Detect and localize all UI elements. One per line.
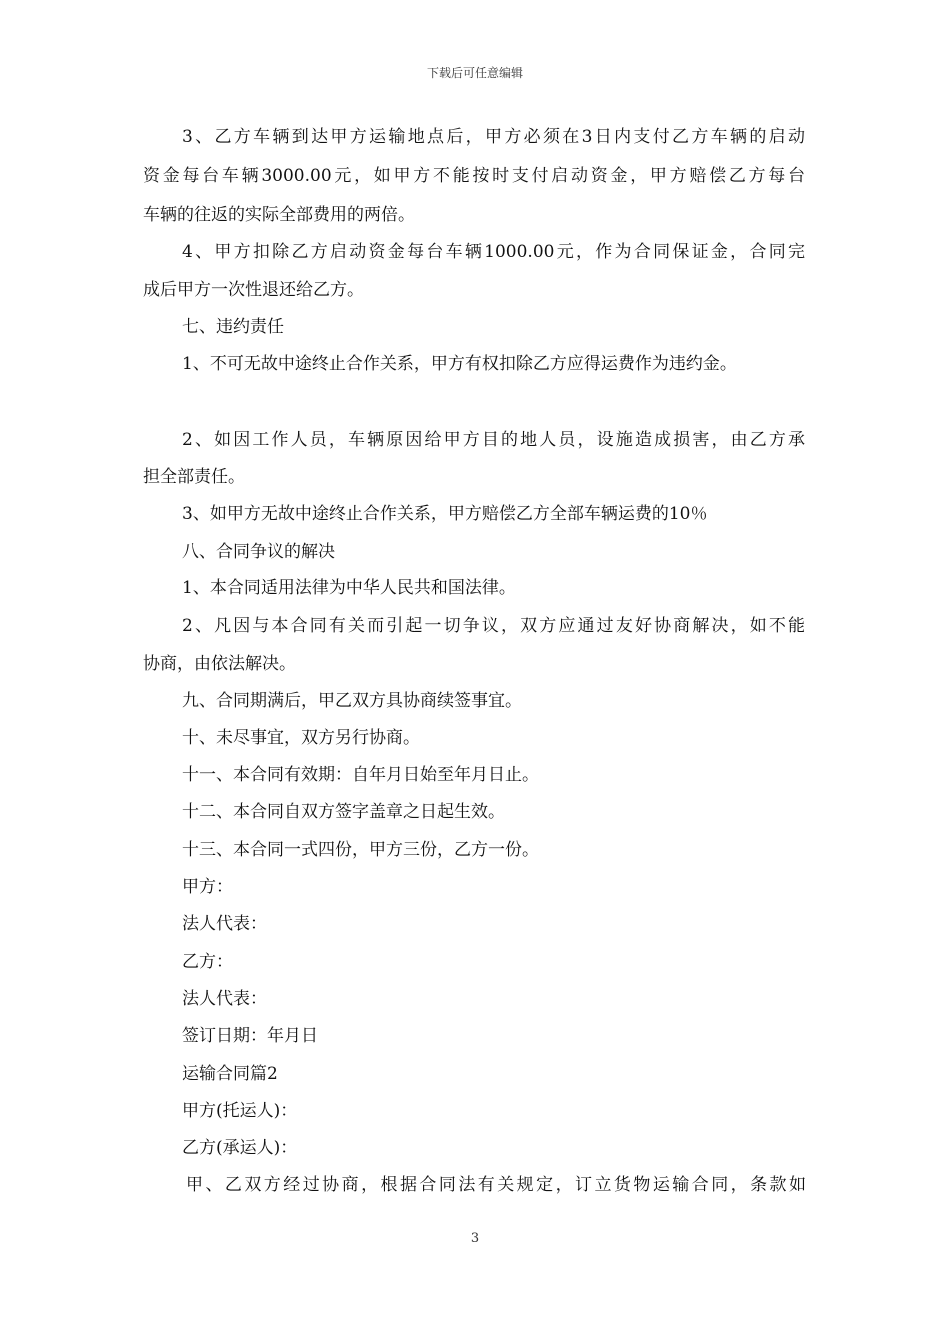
party-field: 甲方(托运人)： <box>182 1101 298 1121</box>
paragraph-line: 成后甲方一次性退还给乙方。 <box>143 280 364 300</box>
paragraph-line: 3、如甲方无故中途终止合作关系，甲方赔偿乙方全部车辆运费的10％ <box>182 504 708 524</box>
signature-field: 甲方： <box>182 877 233 897</box>
date-field: 签订日期：年月日 <box>182 1026 318 1046</box>
paragraph-line: 3、乙方车辆到达甲方运输地点后，甲方必须在3日内支付乙方车辆的启动 <box>182 127 805 147</box>
section-heading: 七、违约责任 <box>182 317 284 337</box>
page-number: 3 <box>470 1231 480 1246</box>
paragraph-line: 担全部责任。 <box>143 467 245 487</box>
paragraph-line: 十三、本合同一式四份，甲方三份，乙方一份。 <box>182 840 539 860</box>
paragraph-line: 协商，由依法解决。 <box>143 654 296 674</box>
paragraph-line: 2、如因工作人员，车辆原因给甲方目的地人员，设施造成损害，由乙方承 <box>182 430 805 450</box>
section-heading: 八、合同争议的解决 <box>182 542 335 562</box>
paragraph-line: 九、合同期满后，甲乙双方具协商续签事宜。 <box>182 691 522 711</box>
party-field: 乙方(承运人)： <box>182 1138 298 1158</box>
paragraph-line: 十一、本合同有效期：自年月日始至年月日止。 <box>182 765 539 785</box>
paragraph-line: 2、凡因与本合同有关而引起一切争议，双方应通过友好协商解决，如不能 <box>182 616 805 636</box>
signature-field: 法人代表： <box>182 989 267 1009</box>
paragraph-line: 十二、本合同自双方签字盖章之日起生效。 <box>182 802 505 822</box>
signature-field: 乙方： <box>182 952 233 972</box>
paragraph-line: 4、甲方扣除乙方启动资金每台车辆1000.00元，作为合同保证金，合同完 <box>182 242 805 262</box>
page-header: 下载后可任意编辑 <box>426 66 523 80</box>
signature-field: 法人代表： <box>182 914 267 934</box>
paragraph-line: 甲、乙双方经过协商，根据合同法有关规定，订立货物运输合同，条款如 <box>186 1175 806 1195</box>
paragraph-line: 资金每台车辆3000.00元，如甲方不能按时支付启动资金，甲方赔偿乙方每台 <box>143 166 805 186</box>
section-heading: 运输合同篇2 <box>182 1064 278 1084</box>
paragraph-line: 1、不可无故中途终止合作关系，甲方有权扣除乙方应得运费作为违约金。 <box>182 354 737 374</box>
paragraph-line: 十、未尽事宜，双方另行协商。 <box>182 728 420 748</box>
paragraph-line: 车辆的往返的实际全部费用的两倍。 <box>143 205 415 225</box>
paragraph-line: 1、本合同适用法律为中华人民共和国法律。 <box>182 578 516 598</box>
